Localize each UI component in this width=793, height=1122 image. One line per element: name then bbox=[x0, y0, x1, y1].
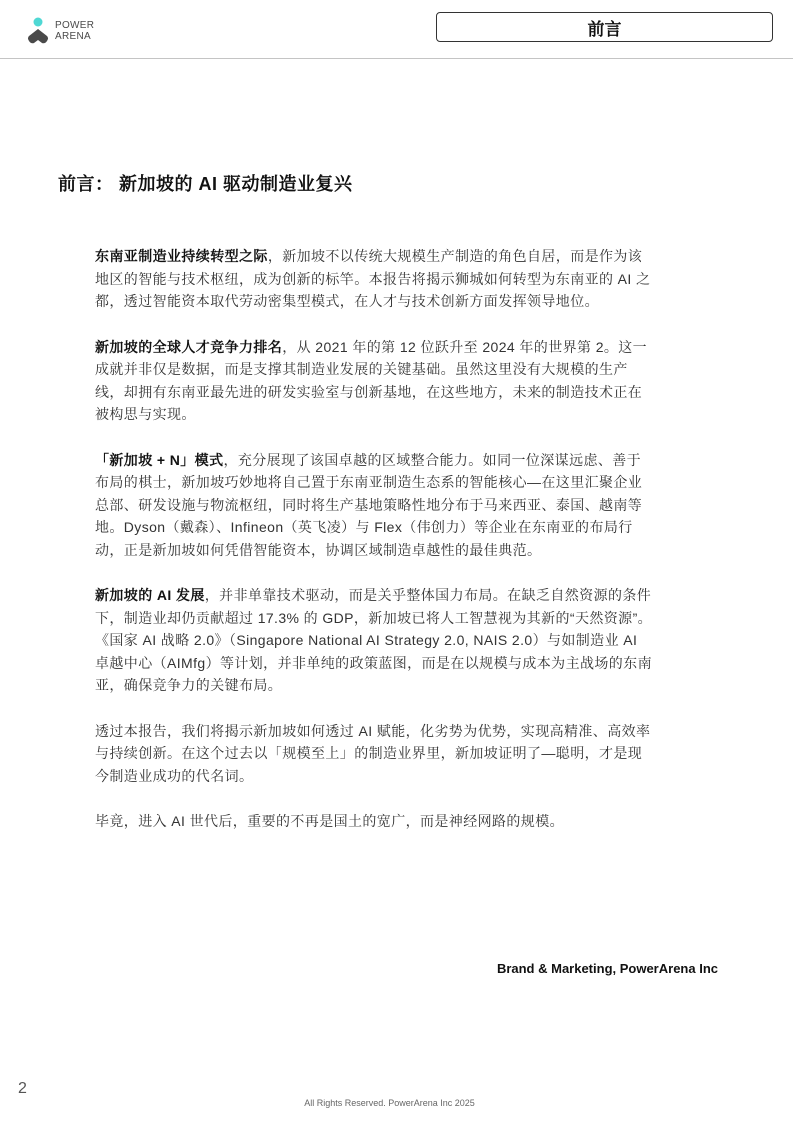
paragraph-lead: 新加坡的全球人才竞争力排名 bbox=[95, 338, 283, 355]
paragraph-lead: 「新加坡 + N」模式 bbox=[95, 451, 224, 468]
footer bbox=[0, 1098, 793, 1108]
paragraph-lead: 东南亚制造业持续转型之际 bbox=[95, 248, 268, 264]
body-content bbox=[95, 245, 655, 856]
paragraph: 「新加坡 + N」模式，充分展现了该国卓越的区域整合能力。如同一位深谋远虑、善于布局的棋士，新加坡巧妙地将自己置于东南亚制造生态系的智能核心—在这里汇聚企业总部、研发设施与物流枢纽，同时将生产基地策略性地分布于马来西亚、泰国、越南等地。Dyson（戴森）、Infineon（英飞凌）与 Flex（伟创力）等企业在东南亚的布局行动，正是新加坡如何凭借智能资本，协调区域制造卓越性的最佳典范。 bbox=[95, 451, 643, 558]
powerarena-logo bbox=[27, 17, 117, 47]
paragraph: 东南亚制造业持续转型之际，新加坡不以传统大规模生产制造的角色自居，而是作为该地区的智能与技术枢纽，成为创新的标竿。本报告将揭示狮城如何转型为东南亚的 AI 之都，透过智能资本取代劳动密集型模式，在人才与技术创新方面发挥领导地位。 bbox=[95, 248, 651, 309]
logo-wordmark: POWER ARENA bbox=[55, 20, 95, 42]
paragraph: 新加坡的全球人才竞争力排名，从 2021 年的第 12 位跃升至 2024 年的世界第 2。这一成就并非仅是数据，而是支撑其制造业发展的关键基础。虽然这里没有大规模的生产线，却拥有东南亚最先进的研发实验室与创新基地，在这些地方，未来的制造技术正在被构思与实现。 bbox=[95, 338, 648, 422]
page-header bbox=[0, 0, 793, 59]
paragraph: 透过本报告，我们将揭示新加坡如何透过 AI 赋能，化劣势为优势，实现高精准、高效率与持续创新。在这个过去以「规模至上」的制造业界里，新加坡证明了—聪明，才是现今制造业成功的代名词。 bbox=[95, 722, 651, 784]
signature: Brand & Marketing, PowerArena Inc bbox=[496, 961, 718, 976]
powerarena-logo-icon bbox=[27, 17, 49, 47]
paragraph-lead: 新加坡的 AI 发展 bbox=[95, 587, 205, 603]
page-number: 2 bbox=[18, 1080, 27, 1097]
copyright: All Rights Reserved. PowerArena Inc 2025 bbox=[304, 1098, 475, 1108]
section-label: 前言 bbox=[436, 12, 773, 42]
paragraph: 毕竟，进入 AI 世代后，重要的不再是国土的宽广，而是神经网路的规模。 bbox=[95, 813, 565, 829]
page-title: 前言： 新加坡的 AI 驱动制造业复兴 bbox=[58, 174, 353, 194]
paragraph: 新加坡的 AI 发展，并非单靠技术驱动，而是关乎整体国力布局。在缺乏自然资源的条件下，制造业却仍贡献超过 17.3% 的 GDP，新加坡已将人工智慧视为其新的“天然资源”。《国家 AI 战略 2.0》（Singapore National AI Strategy 2.0, NAIS 2.0）与如制造业 AI 卓越中心（AIMfg）等计划，并非单纯的政策蓝图，而是在以规模与成本为主战场的东南亚，确保竞争力的关键布局。 bbox=[95, 587, 653, 693]
